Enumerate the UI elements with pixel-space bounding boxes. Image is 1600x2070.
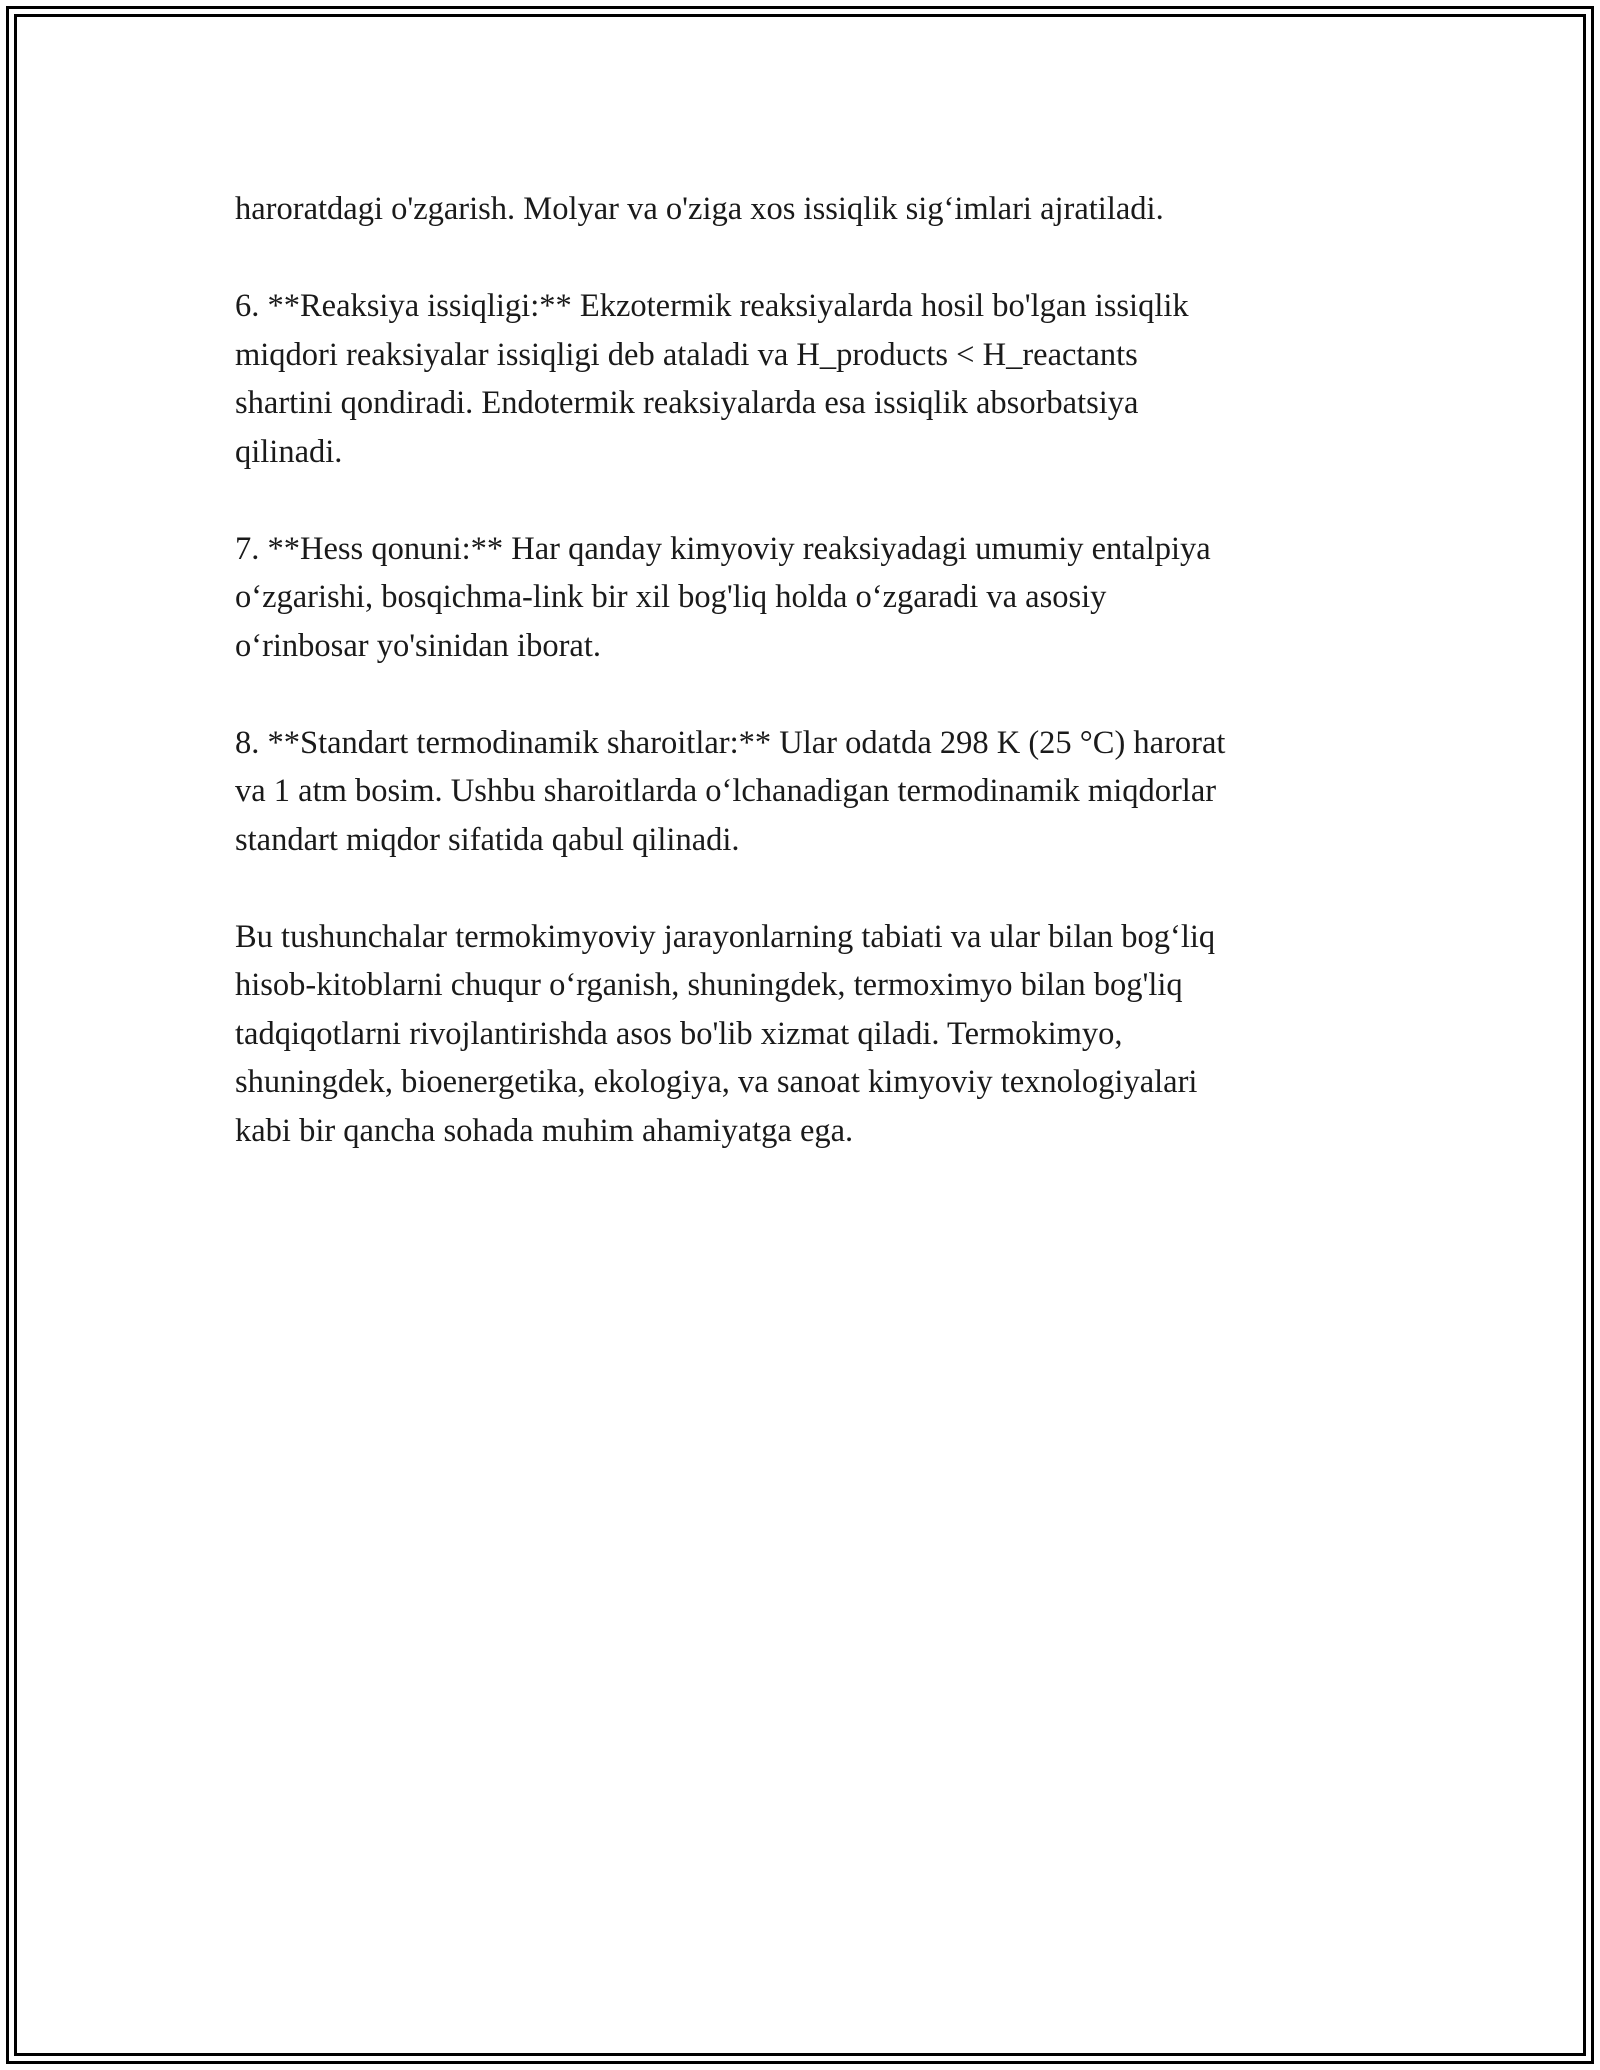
text-line: miqdori reaksiyalar issiqligi deb ataladi va H_products < H_reactants (235, 336, 1138, 373)
paragraph-standard-conditions (235, 719, 1375, 865)
text-line: haroratdagi o'zgarish. Molyar va o'ziga xos issiqlik sig‘imlari ajratiladi. (235, 191, 1164, 227)
text-line: 6. **Reaksiya issiqligi:** Ekzotermik reaksiyalarda hosil bo'lgan issiqlik (235, 288, 1189, 324)
text-line: 8. **Standart termodinamik sharoitlar:** Ular odatda 298 K (25 °C) harorat (235, 724, 1226, 761)
paragraph-hess-law (235, 525, 1375, 671)
paragraph-reaction-heat (235, 282, 1375, 476)
text-line: shuningdek, bioenergetika, ekologiya, va sanoat kimyoviy texnologiyalari (235, 1064, 1198, 1100)
text-line: hisob-kitoblarni chuqur o‘rganish, shuningdek, termoximyo bilan bog'liq (235, 967, 1183, 1003)
text-line: kabi bir qancha sohada muhim ahamiyatga ega. (235, 1112, 854, 1149)
text-line: Bu tushunchalar termokimyoviy jarayonlarning tabiati va ular bilan bog‘liq (235, 918, 1216, 955)
text-line: o‘zgarishi, bosqichma-link bir xil bog'liq holda o‘zgaradi va asosiy (235, 579, 1107, 615)
paragraph-conclusion (235, 913, 1375, 1156)
text-line: va 1 atm bosim. Ushbu sharoitlarda o‘lchanadigan termodinamik miqdorlar (235, 773, 1217, 809)
paragraph-heat-capacity-continuation (235, 185, 1375, 234)
text-line: shartini qondiradi. Endotermik reaksiyalarda esa issiqlik absorbatsiya (235, 385, 1139, 421)
text-line: tadqiqotlarni rivojlantirishda asos bo'lib xizmat qiladi. Termokimyo, (235, 1015, 1123, 1052)
document-body (235, 185, 1375, 1204)
text-line: 7. **Hess qonuni:** Har qanday kimyoviy reaksiyadagi umumiy entalpiya (235, 530, 1211, 567)
text-line: standart miqdor sifatida qabul qilinadi. (235, 821, 740, 858)
text-line: o‘rinbosar yo'sinidan iborat. (235, 627, 601, 664)
text-line: qilinadi. (235, 433, 343, 470)
